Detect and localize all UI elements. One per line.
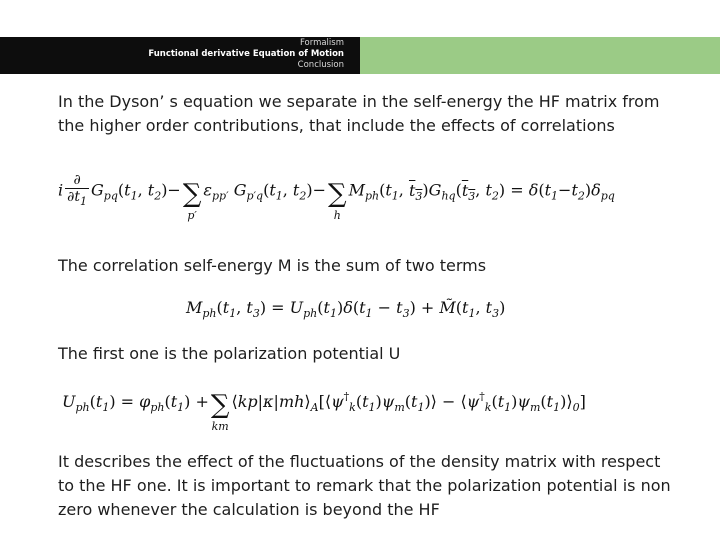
paragraph-correlation: The correlation self-energy M is the sum of two terms (58, 256, 487, 275)
equation-self-energy: $M_{ph}(t_1$, $t_3) = U_{ph}(t_1)\delta(t_1 - t_3)$ + $M̃(t_1$, $t_3$) (186, 298, 506, 320)
paragraph-description: It describes the effect of the fluctuations of the density matrix with respect to the HF one. It is important to remark that the polarization potential is non zero whenever the calculation is beyond the HF (58, 452, 671, 519)
paragraph-intro: In the Dyson’ s equation we separate in the self-energy the HF matrix from the higher order contributions, that include the effects of correlations (58, 92, 660, 135)
header-accent-bar (360, 37, 720, 74)
nav-formalism[interactable]: Formalism (299, 38, 344, 48)
nav-functional-derivative[interactable]: Functional derivative Equation of Motion (148, 49, 344, 59)
nav-conclusion[interactable]: Conclusion (297, 60, 344, 70)
equation-dyson: i $\frac{\partial}{\partial t_1}$ $G_{pq}(t_1$, $t_2)-\sum$ p′ $\varepsilon_{pp'}$ $G_{p'q}(t_1$, $t_2)-\sum$ h $M_{ph}(t_1$, $t_3)G_{hq}(t_3$, $t_2) = \delta(t_1-t_2)\delta_{pq}$ (58, 172, 615, 222)
paragraph-polarization: The first one is the polarization potential U (58, 344, 401, 363)
equation-polarization: $U_{ph}(t_1) = \varphi_{ph}(t_1)$ +∑ km $⟨kp|\kappa|mh⟩_A[⟨\psi^\dagger_k(t_1)\psi_m(t_1)⟩$ − $⟨\psi^\dagger_k(t_1)\psi_m(t_1)⟩_0$] (62, 390, 586, 433)
header-nav (0, 37, 360, 74)
